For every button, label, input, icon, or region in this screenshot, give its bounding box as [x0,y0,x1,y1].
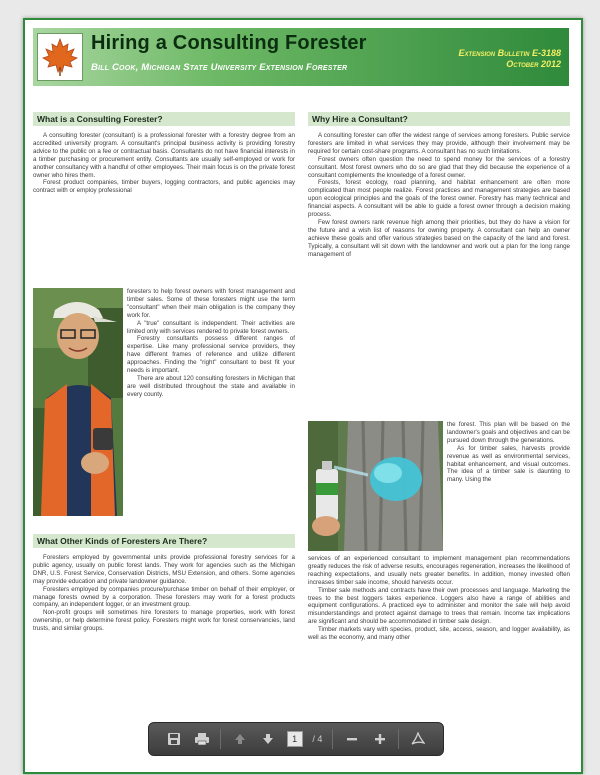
section-heading: What Other Kinds of Foresters Are There? [33,534,295,548]
forester-photo [33,288,123,516]
right-column-lower [308,555,570,642]
paragraph: Foresters employed by governmental units provide professional forestry services for a public agency, usually on public forest lands. They work for agencies such as the Michigan DNR, U.S. Forest Service, Conservation Districts, MSU Extension, and others. Some agencies may provide education and private landowner guidance. [33,554,295,585]
left-wrap-text [127,288,295,399]
page-number-input[interactable]: 1 [287,731,303,747]
save-icon[interactable] [165,730,183,748]
paragraph: A "true" consultant is independent. Their activities are limited only with services rendered to private forest owners. [127,319,295,335]
bulletin-number: Extension Bulletin E-3188 [458,48,561,58]
acrobat-icon[interactable] [409,730,427,748]
paragraph: services of an experienced consultant to implement management plan recommendations greatly reduces the risk of adverse results, encourages regeneration, increases the likelihood of reaching expectations, and usually nets greater benefits. In addition, money invested often increases timber sale income, should harvests occur. [308,555,570,586]
logo-box [37,33,83,81]
paragraph: Timber markets vary with species, product, site, access, season, and logger availability, as well as the economy, and many other [308,626,570,642]
paragraph: Forest owners often question the need to spend money for the services of a forestry consultant. Most forest owners who do so are glad that they did because the experience of a consultant complements the knowledge of a forest owner. [308,155,570,179]
left-column [33,112,295,195]
toolbar-separator [220,729,221,749]
paragraph: There are about 120 consulting foresters in Michigan that are well distributed throughout the state and available in every county. [127,374,295,398]
right-wrap-text [447,421,570,484]
paragraph: Non-profit groups will sometimes hire foresters to manage properties, work with forest ownership, or help determine forest policy. Foresters might work for forest conservancies, land trusts, and similar groups. [33,609,295,633]
bulletin-date: October 2012 [506,59,561,69]
down-arrow-icon[interactable] [259,730,277,748]
left-column-lower [33,534,295,633]
paragraph: Forest product companies, timber buyers, logging contractors, and public agencies may contract with or employ professional [33,179,295,195]
zoom-in-icon[interactable] [371,730,389,748]
paragraph: the forest. This plan will be based on the landowner's goals and objectives and can be pursued down through the generations. [447,421,570,444]
bulletin-info [458,48,561,70]
page-title: Hiring a Consulting Forester [91,32,367,54]
paragraph: A consulting forester (consultant) is a professional forester with a forestry degree from an accredited university program. A consultant's principal business activity is providing forestry advice to the public on a fee or contractual basis. Consultants do not have financial interests in a timber purchasing or procurement entity. Consultants are usually self-employed or work for another consultancy with a handful of other employees. Their main focus is on the private forest owner who hires them. [33,132,295,179]
paragraph: A consulting forester can offer the widest range of services among foresters. Public service foresters are limited in what services they may provide, although their involvement may be required for certain cost-share programs. A consultant has no such limitations. [308,132,570,155]
paragraph: Forests, forest ecology, road planning, and habitat enhancement are often more complicated than most people realize. Forest practices and management strategies are based upon ecological principles and the goals of the forest owner. Forestry has many technical and financial aspects. A consultant will be able to guide a forest owner through a decision making process. [308,179,570,219]
paragraph: Few forest owners rank revenue high among their priorities, but they do have a vision for the future and a wish list of reasons for owning property. A consultant can help an owner achieve these goals and offer various strategies based on the capacity of the land and forest. Typically, a consultant will sit down with the landowner and work out a plan for the long range management of [308,218,570,258]
zoom-out-icon[interactable] [343,730,361,748]
paragraph: foresters to help forest owners with forest management and timber sales. Some of these foresters might use the term "consultant" when their main obligation is the company they work for. [127,288,295,319]
paragraph: Timber sale methods and contracts have their own processes and language. Marketing the trees to the best loggers takes experience. Loggers also have a range of abilities and equipment configurations. A practiced eye to administer and monitor the sale will help avoid misunderstandings and protect against damage to trees that remain. Income tax implications are significant and should be accommodated in timber sale design. [308,586,570,626]
print-icon[interactable] [193,730,211,748]
toolbar-separator [398,729,399,749]
maple-leaf-icon [41,37,79,77]
right-column [308,112,570,259]
section-heading: Why Hire a Consultant? [308,112,570,126]
paragraph: Forestry consultants possess different ranges of expertise. Like many professional service providers, they have different frames of reference and utilize different approaches. Finding the "right" consultant to best fit your needs is important. [127,335,295,375]
paragraph: Foresters employed by companies procure/purchase timber on behalf of their employer, or manage forests owned by a corporation. These foresters may work for a forest products company, an independent logger, or an investment group. [33,585,295,609]
paragraph: As for timber sales, harvests provide revenue as well as environmental services, habitat enhancement, and visual outcomes. The idea of a timber sale is daunting to many. Using the [447,444,570,484]
pdf-toolbar [148,722,444,756]
page-total: / 4 [312,734,323,744]
up-arrow-icon[interactable] [231,730,249,748]
author-line: Bill Cook, Michigan State University Extension Forester [91,62,348,73]
header-banner [33,28,569,86]
section-heading: What is a Consulting Forester? [33,112,295,126]
toolbar-separator [332,729,333,749]
tree-marking-photo [308,421,443,551]
document-page [23,18,583,774]
